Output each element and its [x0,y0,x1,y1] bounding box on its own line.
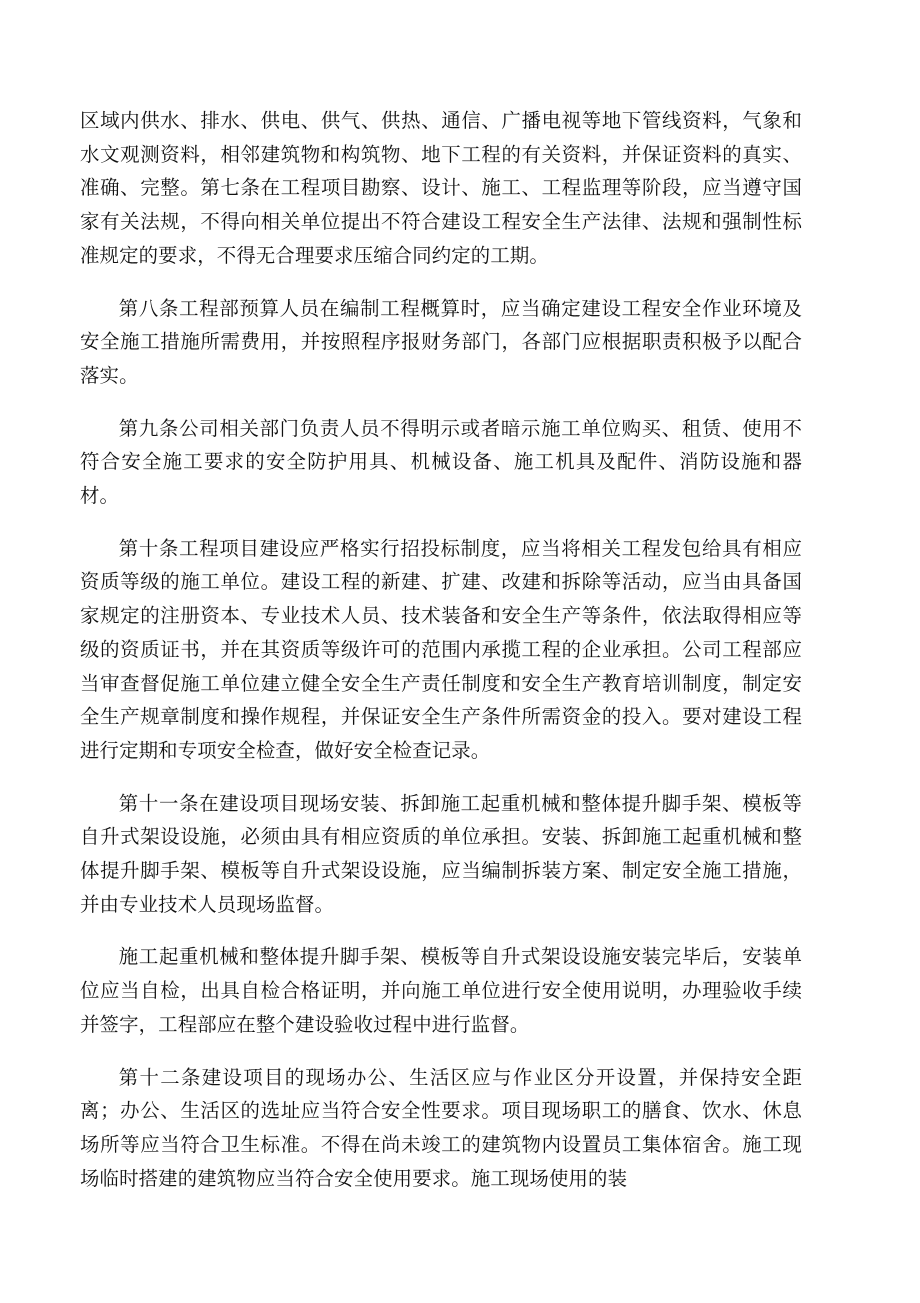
document-body [80,104,802,1195]
paragraph-article-11: 第十一条在建设项目现场安装、拆卸施工起重机械和整体提升脚手架、模板等自升式架设设施，必须由具有相应资质的单位承担。安装、拆卸施工起重机械和整体提升脚手架、模板等自升式架设设施，应当编制拆装方案、制定安全施工措施，并由专业技术人员现场监督。 [80,791,802,916]
paragraph-article-10: 第十条工程项目建设应严格实行招投标制度，应当将相关工程发包给具有相应资质等级的施工单位。建设工程的新建、扩建、改建和拆除等活动，应当由具备国家规定的注册资本、专业技术人员、技术装备和安全生产等条件，依法取得相应等级的资质证书，并在其资质等级许可的范围内承揽工程的企业承担。公司工程部应当审查督促施工单位建立健全安全生产责任制度和安全生产教育培训制度，制定安全生产规章制度和操作规程，并保证安全生产条件所需资金的投入。要对建设工程进行定期和专项安全检查，做好安全检查记录。 [80,536,802,762]
paragraph-continuation: 区域内供水、排水、供电、供气、供热、通信、广播电视等地下管线资料，气象和水文观测资料，相邻建筑物和构筑物、地下工程的有关资料，并保证资料的真实、准确、完整。第七条在工程项目勘察、设计、施工、工程监理等阶段，应当遵守国家有关法规，不得向相关单位提出不符合建设工程安全生产法律、法规和强制性标准规定的要求，不得无合理要求压缩合同约定的工期。 [80,109,802,267]
paragraph-article-12: 第十二条建设项目的现场办公、生活区应与作业区分开设置，并保持安全距离；办公、生活区的选址应当符合安全性要求。项目现场职工的膳食、饮水、休息场所等应当符合卫生标准。不得在尚未竣工的建筑物内设置员工集体宿舍。施工现场临时搭建的建筑物应当符合安全使用要求。施工现场使用的装 [80,1065,802,1190]
paragraph-lifting-equipment: 施工起重机械和整体提升脚手架、模板等自升式架设设施安装完毕后，安装单位应当自检，出具自检合格证明，并向施工单位进行安全使用说明，办理验收手续并签字，工程部应在整个建设验收过程中进行监督。 [80,945,802,1036]
paragraph-article-8: 第八条工程部预算人员在编制工程概算时，应当确定建设工程安全作业环境及安全施工措施所需费用，并按照程序报财务部门，各部门应根据职责积极予以配合落实。 [80,296,802,387]
paragraph-article-9: 第九条公司相关部门负责人员不得明示或者暗示施工单位购买、租赁、使用不符合安全施工要求的安全防护用具、机械设备、施工机具及配件、消防设施和器材。 [80,416,802,508]
